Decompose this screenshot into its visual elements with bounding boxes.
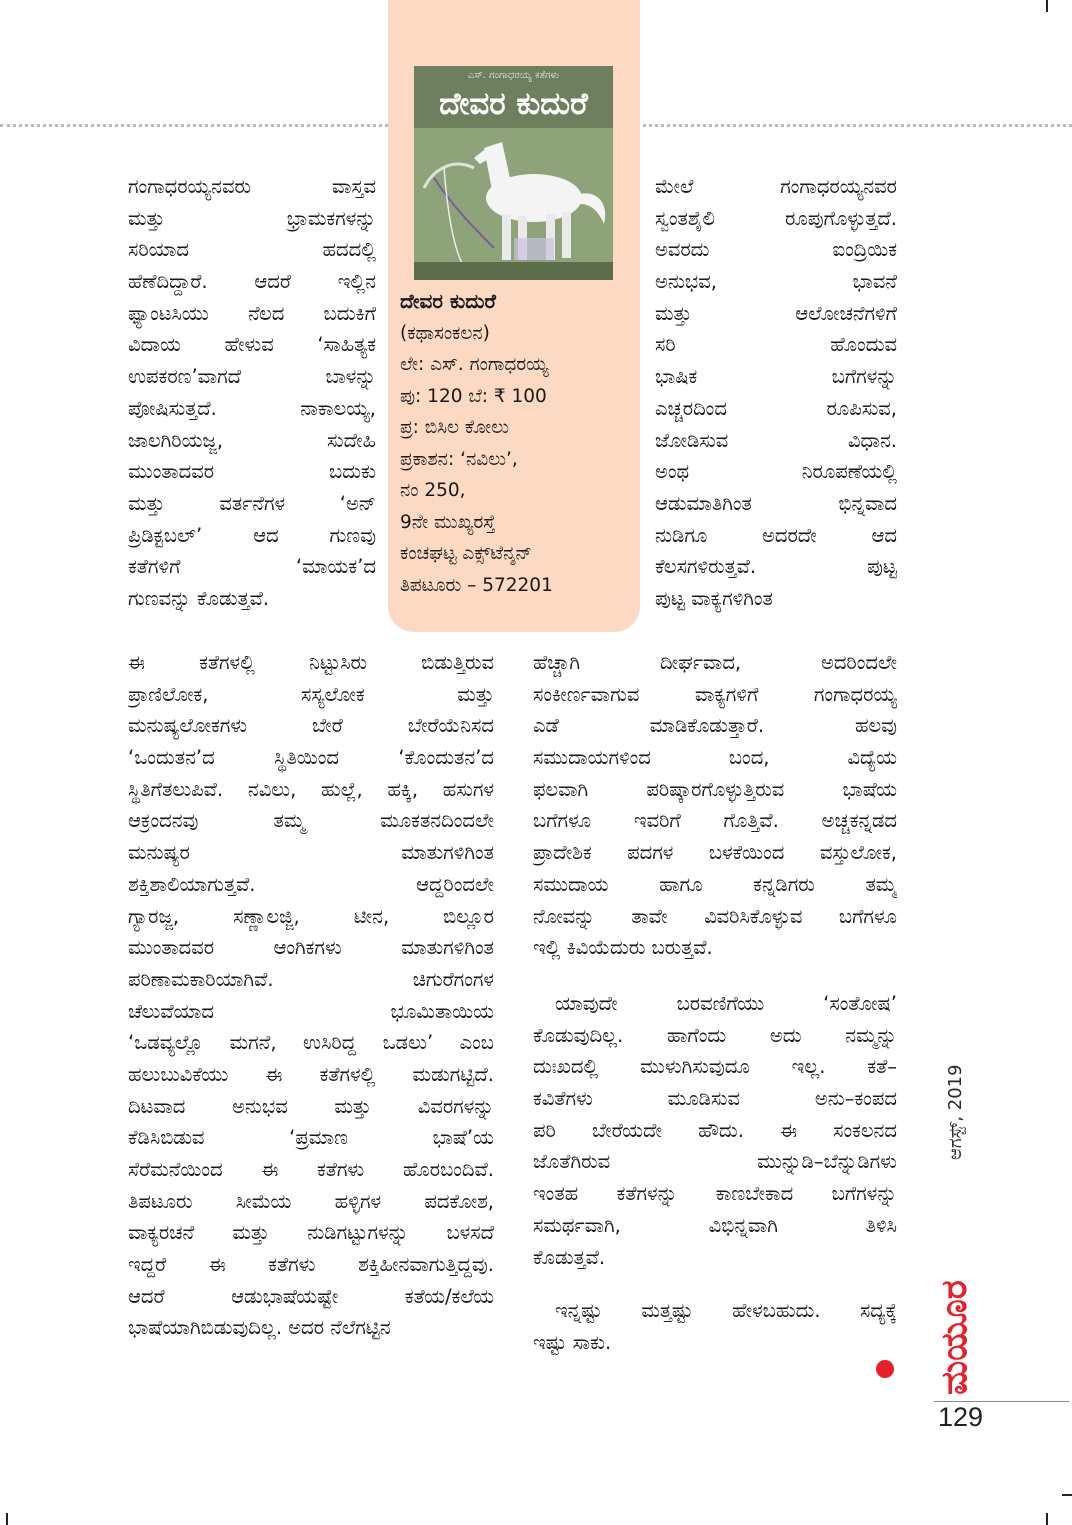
- text-line: ಕವಿತೆಗಳು ಮೂಡಿಸುವ ಅನು–ಕಂಪದ: [533, 1087, 897, 1111]
- book-details: [400, 286, 634, 601]
- issue-date: ಆಗಸ್ಟ್, 2019: [945, 1064, 966, 1160]
- text-line: ಸ್ಥಿತಿಗೆತಲುಪಿವೆ. ನವಿಲು, ಹುಲ್ಲೆ, ಹಕ್ಕಿ, ಹಸುಗಳ: [128, 777, 494, 801]
- book-cover: [414, 66, 613, 280]
- text-line: ಕೊಡುತ್ತವೆ.: [533, 1245, 606, 1269]
- text-line: ಪುಟ್ಟ ವಾಕ್ಯಗಳಿಗಿಂತ: [655, 586, 773, 610]
- text-line: ವಿದಾಯ ಹೇಳುವ ‘ಸಾಹಿತ್ಯಕ: [128, 333, 376, 357]
- cover-title: ದೇವರ ಕುದುರೆ: [439, 86, 588, 122]
- text-line: ಚೆಲುವೆಯಾದ ಭೂಮಿತಾಯಿಯ: [128, 999, 494, 1023]
- text-line: ಜೊತೆಗಿರುವ ಮುನ್ನುಡಿ–ಬೆನ್ನುಡಿಗಳು: [533, 1150, 897, 1174]
- text-line: ತಿಪಟೂರು ಸೀಮೆಯ ಹಳ್ಳಿಗಳ ಪದಕೋಶ,: [128, 1189, 494, 1213]
- text-line: ಹೆಣೆದಿದ್ದಾರೆ. ಆದರೆ ಇಲ್ಲಿನ: [128, 270, 376, 294]
- crop-mark-bottom-right: [1046, 1513, 1048, 1525]
- text-line: ಉಪಕರಣ’ವಾಗದೆ ಬಾಳನ್ನು: [128, 365, 376, 389]
- cover-ground: [414, 262, 613, 280]
- text-line: ಪ್ರಿಡಿಕ್ಟಬಲ್’ ಆದ ಗುಣವು: [128, 523, 376, 547]
- cover-author-line: ಎಸ್. ಗಂಗಾಧರಯ್ಯ ಕತೆಗಳು: [467, 70, 560, 81]
- text-line: ಗ್ಯಾರಜ್ಜ, ಸಣ್ಣಾಲಜ್ಜಿ, ಟೀನ, ಬಿಲ್ಲೂರ: [128, 904, 494, 928]
- crop-mark-right-mid: [1062, 1494, 1072, 1496]
- text-line: ಆಕ್ರಂದನವು ತಮ್ಮ ಮೂಕತನದಿಂದಲೇ: [128, 809, 494, 833]
- text-line: ಯಾವುದೇ ಬರವಣಿಗೆಯು ‘ಸಂತೋಷ’: [555, 992, 897, 1015]
- text-line: ಸ್ವಂತಶೈಲಿ ರೂಪುಗೊಳ್ಳುತ್ತದೆ.: [655, 206, 897, 230]
- book-address-line: 9ನೇ ಮುಖ್ಯರಸ್ತೆ: [400, 511, 496, 533]
- column-1-bottom: [128, 647, 494, 1344]
- text-line: ಪರಿಣಾಮಕಾರಿಯಾಗಿವೆ. ಚಿಗುರೆಗಂಗಳ: [128, 967, 494, 991]
- text-line: ಇಲ್ಲಿ ಕಿವಿಯೆದುರು ಬರುತ್ತವೆ.: [533, 936, 713, 960]
- text-line: ಎಡೆ ಮಾಡಿಕೊಡುತ್ತಾರೆ. ಹಲವು: [533, 714, 897, 738]
- text-line: ಅವರದು ಐಂದ್ರಿಯಿಕ: [655, 238, 897, 262]
- text-line: ಹಲುಬುವಿಕೆಯು ಈ ಕತೆಗಳಲ್ಲಿ ಮಡುಗಟ್ಟಿದೆ.: [128, 1062, 494, 1086]
- text-line: ಶಕ್ತಿಶಾಲಿಯಾಗುತ್ತವೆ. ಆದ್ದರಿಂದಲೇ: [128, 872, 494, 896]
- text-line: ಫಲವಾಗಿ ಪರಿಷ್ಕಾರಗೊಳ್ಳುತ್ತಿರುವ ಭಾಷೆಯ: [533, 777, 897, 801]
- book-address-line: ಕಂಚಘಟ್ಟ ಎಕ್ಸ್‌ಟೆನ್ಶನ್: [400, 543, 532, 564]
- text-line: ಮತ್ತು ಆಲೋಚನೆಗಳಿಗೆ: [655, 301, 897, 325]
- crop-mark-top-right: [1046, 0, 1048, 12]
- book-publisher: ಪ್ರ: ಬಿಸಿಲ ಕೋಲು: [400, 417, 509, 438]
- text-line: ಇಷ್ಟು ಸಾಕು.: [533, 1330, 612, 1354]
- text-line: ಮನುಷ್ಯರ ಮಾತುಗಳಿಗಿಂತ: [128, 841, 494, 865]
- text-line: ಕೊಡುವುದಿಲ್ಲ. ಹಾಗೆಂದು ಅದು ನಮ್ಮನ್ನು: [533, 1023, 897, 1047]
- column-1-top: [128, 171, 376, 615]
- text-line: ಬಗೆಗಳೂ ಇವರಿಗೆ ಗೊತ್ತಿವೆ. ಅಚ್ಚಕನ್ನಡದ: [533, 809, 897, 833]
- text-line: ಜೋಡಿಸುವ ವಿಧಾನ.: [655, 428, 897, 452]
- crop-mark-bottom-left: [6, 1513, 8, 1525]
- text-line: ಇದ್ದರೆ ಈ ಕತೆಗಳು ಶಕ್ತಿಹೀನವಾಗುತ್ತಿದ್ದವು.: [128, 1253, 494, 1277]
- end-mark: [876, 1360, 894, 1378]
- text-line: ಪ್ರಾಣಿಲೋಕ, ಸಸ್ಯಲೋಕ ಮತ್ತು: [128, 682, 494, 706]
- book-title: ದೇವರ ಕುದುರೆ: [400, 289, 496, 313]
- text-line: ‘ಒಂದುತನ’ದ ಸ್ಥಿತಿಯಿಂದ ‘ಕೊಂದುತನ’ದ: [128, 746, 494, 770]
- text-line: ಮತ್ತು ವರ್ತನೆಗಳ ‘ಅನ್: [128, 491, 376, 515]
- book-address-line: ನಂ 250,: [400, 480, 466, 501]
- text-line: ದುಃಖದಲ್ಲಿ ಮುಳುಗಿಸುವುದೂ ಇಲ್ಲ. ಕತೆ–: [533, 1055, 897, 1079]
- text-line: ಮೇಲೆ ಗಂಗಾಧರಯ್ಯನವರ: [655, 175, 897, 198]
- text-line: ಇನ್ನಷ್ಟು ಮತ್ತಷ್ಟು ಹೇಳಬಹುದು. ಸದ್ಯಕ್ಕೆ: [555, 1299, 897, 1322]
- text-line: ಅಂಥ ನಿರೂಪಣೆಯಲ್ಲಿ: [655, 460, 897, 484]
- text-line: ಸಮರ್ಥವಾಗಿ, ವಿಭಿನ್ನವಾಗಿ ತಿಳಿಸಿ: [533, 1213, 897, 1237]
- text-line: ಸಂಕೀರ್ಣವಾಗುವ ವಾಕ್ಯಗಳಿಗೆ ಗಂಗಾಧರಯ್ಯ: [533, 682, 897, 706]
- horse-illustration: [414, 128, 613, 280]
- text-line: ಗುಣವನ್ನು ಕೊಡುತ್ತವೆ.: [128, 586, 270, 610]
- text-line: ಪ್ರಾದೇಶಿಕ ಪದಗಳ ಬಳಕೆಯಿಂದ ವಸ್ತುಲೋಕ,: [533, 841, 897, 865]
- text-line: ಮುಂತಾದವರ ಬದುಕು: [128, 460, 376, 484]
- text-line: ಜಾಲಗಿರಿಯಜ್ಜ, ಸುದೇಹಿ: [128, 428, 376, 452]
- column-2-paragraph-3: [533, 1295, 897, 1358]
- text-line: ನುಡಿಗೂ ಅದರದೇ ಆದ: [655, 523, 897, 547]
- book-pages-price: ಪು: 120 ಬೆ: ₹ 100: [400, 385, 547, 407]
- text-line: ಸಮುದಾಯಗಳಿಂದ ಬಂದ, ವಿದ್ಯೆಯ: [533, 746, 897, 770]
- column-2-bottom: [533, 647, 897, 964]
- text-line: ಎಚ್ಚರದಿಂದ ರೂಪಿಸುವ,: [655, 396, 897, 420]
- page-number: 129: [938, 1402, 984, 1432]
- magazine-logo: ಮಯೂರ: [934, 1280, 975, 1395]
- text-line: ಸರಿ ಹೊಂದುವ: [655, 333, 897, 357]
- text-line: ಅನುಭವ, ಭಾವನೆ: [655, 270, 897, 294]
- text-line: ಸಮುದಾಯ ಹಾಗೂ ಕನ್ನಡಿಗರು ತಮ್ಮ: [533, 872, 897, 896]
- text-line: ಹೆಚ್ಚಾಗಿ ದೀರ್ಘವಾದ, ಅದರಿಂದಲೇ: [533, 651, 897, 674]
- text-line: ಮನುಷ್ಯಲೋಕಗಳು ಬೇರೆ ಬೇರೆಯೆನಿಸದ: [128, 714, 494, 738]
- text-line: ಮತ್ತು ಭ್ರಾಮಕಗಳನ್ನು: [128, 206, 376, 230]
- text-line: ಭಾಷಿಕ ಬಗೆಗಳನ್ನು: [655, 365, 897, 389]
- text-line: ‘ಒಡವ್ಯಲ್ಲೊ ಮಗನೆ, ಉಸಿರಿದ್ದ ಒಡಲು’ ಎಂಬ: [128, 1031, 494, 1055]
- text-line: ಭಾಷೆಯಾಗಿಬಿಡುವುದಿಲ್ಲ. ಅದರ ನೆಲೆಗಟ್ಟಿನ: [128, 1316, 391, 1340]
- text-line: ಗಂಗಾಧರಯ್ಯನವರು ವಾಸ್ತವ: [128, 175, 376, 198]
- text-line: ಇಂತಹ ಕತೆಗಳನ್ನು ಕಾಣಬೇಕಾದ ಬಗೆಗಳನ್ನು: [533, 1182, 897, 1206]
- column-2-paragraph-2: [533, 988, 897, 1273]
- text-line: ದಿಟವಾದ ಅನುಭವ ಮತ್ತು ವಿವರಗಳನ್ನು: [128, 1094, 494, 1118]
- text-line: ಈ ಕತೆಗಳಲ್ಲಿ ನಿಟ್ಟುಸಿರು ಬಿಡುತ್ತಿರುವ: [128, 651, 494, 674]
- book-address-line: ಪ್ರಕಾಶನ: ‘ನವಿಲು’,: [400, 448, 518, 470]
- text-line: ಆಡುಮಾತಿಗಿಂತ ಭಿನ್ನವಾದ: [655, 491, 897, 515]
- text-line: ಸರಿಯಾದ ಹದದಲ್ಲಿ: [128, 238, 376, 262]
- text-line: ಪರಿ ಬೇರೆಯದೇ ಹೌದು. ಈ ಸಂಕಲನದ: [533, 1118, 897, 1142]
- text-line: ಕೆಡಿಸಿಬಿಡುವ ‘ಪ್ರಮಾಣ ಭಾಷೆ’ಯ: [128, 1126, 494, 1150]
- book-address-line: ತಿಪಟೂರು – 572201: [400, 574, 553, 596]
- text-line: ಸೆರೆಮನೆಯಿಂದ ಈ ಕತೆಗಳು ಹೊರಬಂದಿವೆ.: [128, 1158, 494, 1181]
- text-line: ಕತೆಗಳಿಗೆ ‘ಮಾಯಕ’ದ: [128, 555, 376, 579]
- text-line: ನೋವನ್ನು ತಾವೇ ವಿವರಿಸಿಕೊಳ್ಳುವ ಬಗೆಗಳೂ: [533, 904, 897, 928]
- column-2-top: [655, 171, 897, 615]
- text-line: ಆದರೆ ಆಡುಭಾಷೆಯಷ್ಟೇ ಕತೆಯ/ಕಲೆಯ: [128, 1284, 494, 1308]
- book-author: ಲೇ: ಎಸ್. ಗಂಗಾಧರಯ್ಯ: [400, 354, 549, 375]
- text-line: ಮುಂತಾದವರ ಆಂಗಿಕಗಳು ಮಾತುಗಳಿಗಿಂತ: [128, 936, 494, 960]
- text-line: ಫ್ಯಾಂಟಸಿಯು ನೆಲದ ಬದುಕಿಗೆ: [128, 301, 376, 325]
- book-genre: (ಕಥಾಸಂಕಲನ): [400, 322, 490, 344]
- text-line: ವಾಕ್ಯರಚನೆ ಮತ್ತು ನುಡಿಗಟ್ಟುಗಳನ್ನು ಬಳಸದೆ: [128, 1221, 494, 1245]
- text-line: ಪೋಷಿಸುತ್ತದೆ. ನಾಕಾಲಯ್ಯ,: [128, 396, 376, 420]
- text-line: ಕೆಲಸಗಳಿರುತ್ತವೆ. ಪುಟ್ಟ: [655, 555, 897, 579]
